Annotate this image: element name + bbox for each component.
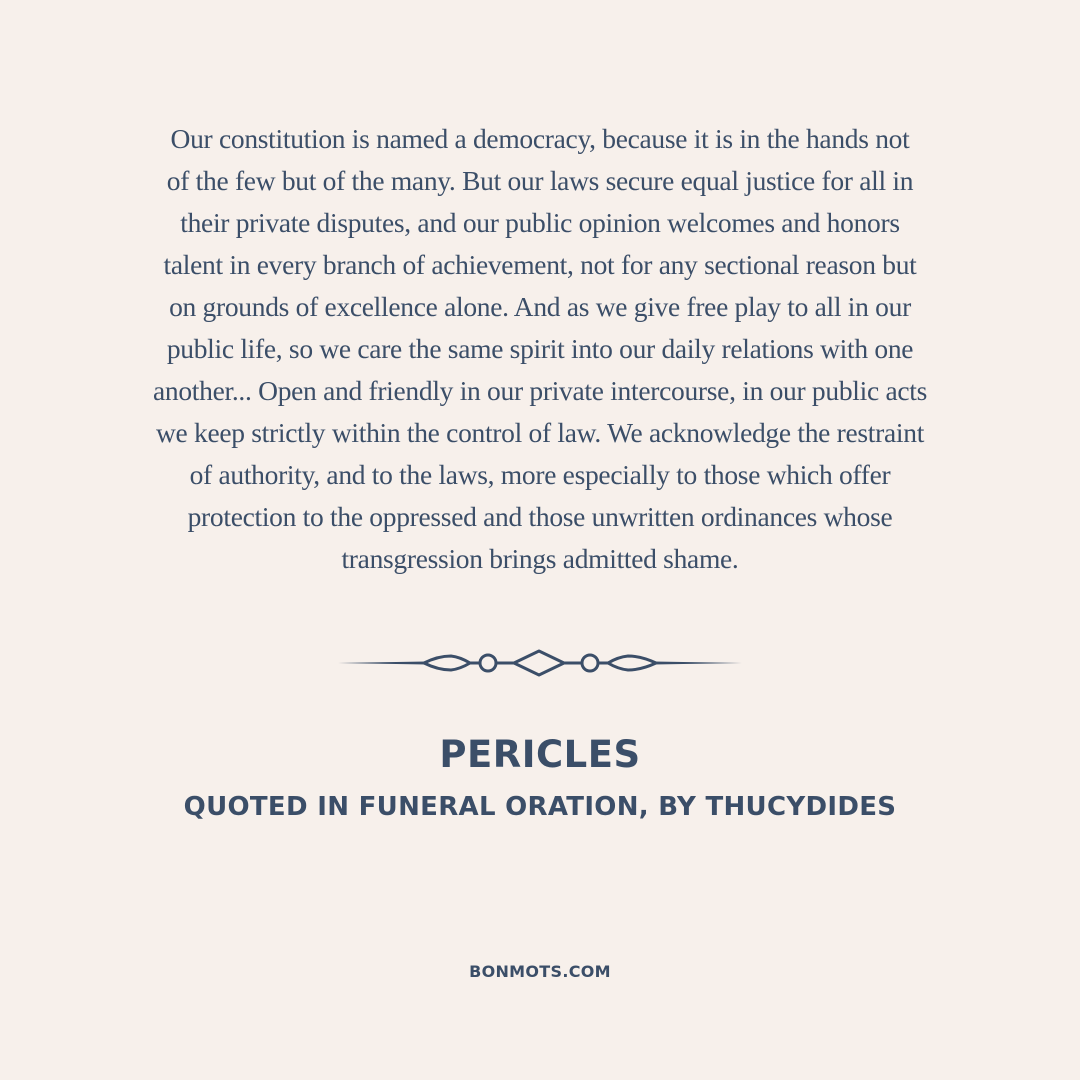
quote-line: public life, so we care the same spirit into our daily relations with one <box>166 333 914 364</box>
quote-line: another... Open and friendly in our private intercourse, in our public acts <box>153 375 927 406</box>
quote-line: protection to the oppressed and those unwritten ordinances whose <box>187 501 893 532</box>
quote-line: of the few but of the many. But our laws secure equal justice for all in <box>166 165 914 196</box>
quote-author: PERICLES <box>439 733 641 776</box>
quote-line: of authority, and to the laws, more especially to those which offer <box>189 459 891 490</box>
quote-text <box>60 118 1020 580</box>
quote-line: transgression brings admitted shame. <box>341 543 739 574</box>
quote-line: on grounds of excellence alone. And as we give free play to all in our <box>169 291 911 322</box>
site-footer: BONMOTS.COM <box>469 962 611 981</box>
quote-line: talent in every branch of achievement, not for any sectional reason but <box>163 249 917 280</box>
quote-line: we keep strictly within the control of law. We acknowledge the restraint <box>155 417 925 448</box>
quote-line: Our constitution is named a democracy, because it is in the hands not <box>170 123 910 154</box>
quote-source: QUOTED IN FUNERAL ORATION, BY THUCYDIDES <box>183 792 897 822</box>
ornamental-divider-icon <box>336 648 744 678</box>
quote-line: their private disputes, and our public opinion welcomes and honors <box>180 207 900 238</box>
